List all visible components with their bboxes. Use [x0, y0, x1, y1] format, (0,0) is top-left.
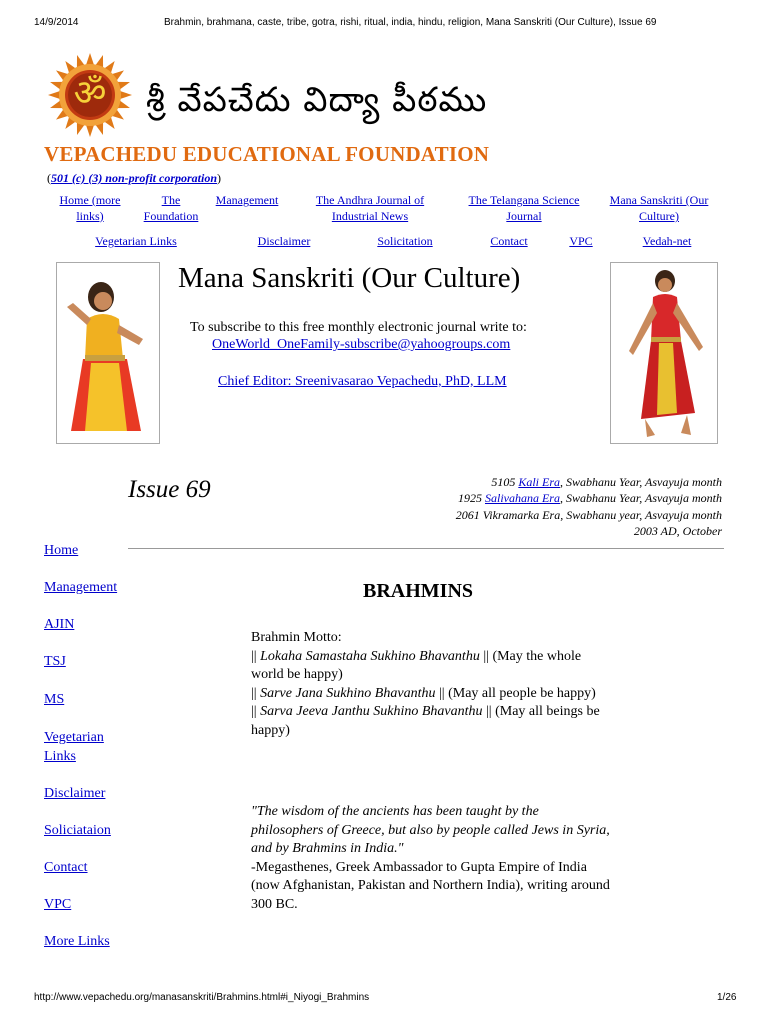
- sidebar-link-solicitation[interactable]: Soliciataion: [44, 823, 111, 838]
- era-line-salivahana: [458, 491, 722, 506]
- sidebar-link-home[interactable]: Home: [44, 543, 79, 558]
- era-line-ad: 2003 AD, October: [633, 524, 722, 538]
- dancer-photo-left: [56, 262, 160, 444]
- motto-2-sanskrit: Sarve Jana Sukhino Bhavanthu: [260, 685, 436, 701]
- sidebar-link-vegetarian[interactable]: Vegetarian Links: [44, 730, 104, 764]
- telugu-title: శ్రీ వేపచేదు విద్యా పీఠము: [146, 80, 488, 120]
- paren-open: (: [47, 171, 51, 185]
- nav-mana-sanskriti[interactable]: Mana Sanskriti (Our Culture): [609, 193, 709, 223]
- nav-home-more-links[interactable]: Home (more links): [59, 193, 121, 223]
- nav-vedah-net[interactable]: Vedah-net: [642, 234, 692, 248]
- motto-1-translation: (May the whole world be happy): [251, 648, 582, 682]
- sidebar-link-management[interactable]: Management: [44, 580, 118, 595]
- sidebar-link-ajin[interactable]: AJIN: [44, 617, 75, 632]
- sidebar-link-ms[interactable]: MS: [44, 692, 65, 707]
- era2-number: 1925: [457, 491, 482, 505]
- om-sun-logo-icon: [44, 52, 136, 138]
- sidebar-link-tsj[interactable]: TSJ: [44, 654, 66, 669]
- issue-label: Issue 69: [128, 476, 211, 503]
- print-date: 14/9/2014: [34, 17, 79, 28]
- paren-close: ): [217, 171, 221, 185]
- nav-vegetarian-links[interactable]: Vegetarian Links: [95, 234, 177, 248]
- journal-title: Mana Sanskriti (Our Culture): [178, 262, 521, 294]
- nav-vpc[interactable]: VPC: [569, 234, 593, 248]
- quote-text: "The wisdom of the ancients has been taught by the philosophers of Greece, but also by people called Jews in Syria, and by Brahmins in India.": [251, 804, 610, 856]
- era-line-kali: [491, 475, 722, 490]
- motto-3-sanskrit: Sarva Jeeva Janthu Sukhino Bhavanthu: [260, 704, 483, 719]
- nav-contact[interactable]: Contact: [490, 234, 528, 248]
- section-divider: [128, 548, 724, 549]
- nav-disclaimer[interactable]: Disclaimer: [257, 234, 311, 248]
- era1-number: 5105: [491, 475, 516, 489]
- era-line-vikramarka: 2061 Vikramarka Era, Swabhanu year, Asvayuja month: [455, 508, 722, 522]
- motto-1-sanskrit: Lokaha Samastaha Sukhino Bhavanthu: [260, 648, 480, 664]
- section-heading: BRAHMINS: [363, 580, 474, 602]
- motto-2-translation: (May all people be happy): [448, 685, 596, 701]
- nonprofit-line: [47, 171, 221, 186]
- era1-rest: , Swabhanu Year, Asvayuja month: [559, 475, 722, 489]
- sidebar-link-vpc[interactable]: VPC: [44, 897, 72, 912]
- print-url: http://www.vepachedu.org/manasanskriti/Brahmins.html#i_Niyogi_Brahmins: [34, 992, 370, 1003]
- motto-line-2: || Sarve Jana Sukhino Bhavanthu || (May all people be happy): [251, 685, 596, 701]
- motto-line-3: || Sarva Jeeva Janthu Sukhino Bhavanthu || (May all beings be happy): [251, 704, 600, 738]
- nav-management[interactable]: Management: [215, 193, 279, 207]
- sidebar-link-disclaimer[interactable]: Disclaimer: [44, 786, 106, 801]
- nonprofit-link[interactable]: 501 (c) (3) non-profit corporation: [51, 171, 217, 185]
- motto-label: Brahmin Motto:: [251, 630, 342, 645]
- era2-rest: , Swabhanu Year, Asvayuja month: [559, 491, 722, 505]
- subscribe-email-link[interactable]: OneWorld_OneFamily-subscribe@yahoogroups.com: [212, 337, 511, 352]
- dancer-photo-right: [610, 262, 718, 444]
- subscribe-text: To subscribe to this free monthly electronic journal write to:: [190, 320, 527, 335]
- nav-telangana-journal[interactable]: The Telangana Science Journal: [468, 193, 580, 223]
- sidebar-link-contact[interactable]: Contact: [44, 860, 88, 875]
- print-page-number: 1/26: [717, 992, 737, 1003]
- motto-line-1: || Lokaha Samastaha Sukhino Bhavanthu || (May the whole world be happy): [251, 648, 582, 682]
- nav-andhra-journal[interactable]: The Andhra Journal of Industrial News: [315, 193, 425, 223]
- kali-era-link[interactable]: Kali Era: [518, 475, 560, 489]
- brahmin-motto: [251, 629, 611, 740]
- sidebar-link-more-links[interactable]: More Links: [44, 934, 110, 949]
- chief-editor-link[interactable]: Chief Editor: Sreenivasarao Vepachedu, PhD, LLM: [218, 374, 507, 389]
- nav-solicitation[interactable]: Solicitation: [377, 234, 433, 248]
- foundation-name: VEPACHEDU EDUCATIONAL FOUNDATION: [44, 142, 490, 166]
- megasthenes-quote: [251, 803, 611, 914]
- motto-3-translation: (May all beings be happy): [251, 704, 600, 738]
- salivahana-era-link[interactable]: Salivahana Era: [484, 491, 560, 505]
- nav-the-foundation[interactable]: The Foundation: [143, 193, 199, 223]
- quote-attribution: -Megasthenes, Greek Ambassador to Gupta Empire of India (now Afghanistan, Pakistan and Northern India), writing around 300 BC.: [251, 859, 610, 912]
- print-page-title: Brahmin, brahmana, caste, tribe, gotra, rishi, ritual, india, hindu, religion, Mana Sanskriti (Our Culture), Issue 69: [164, 17, 657, 28]
- om-glyph: ॐ: [73, 73, 107, 114]
